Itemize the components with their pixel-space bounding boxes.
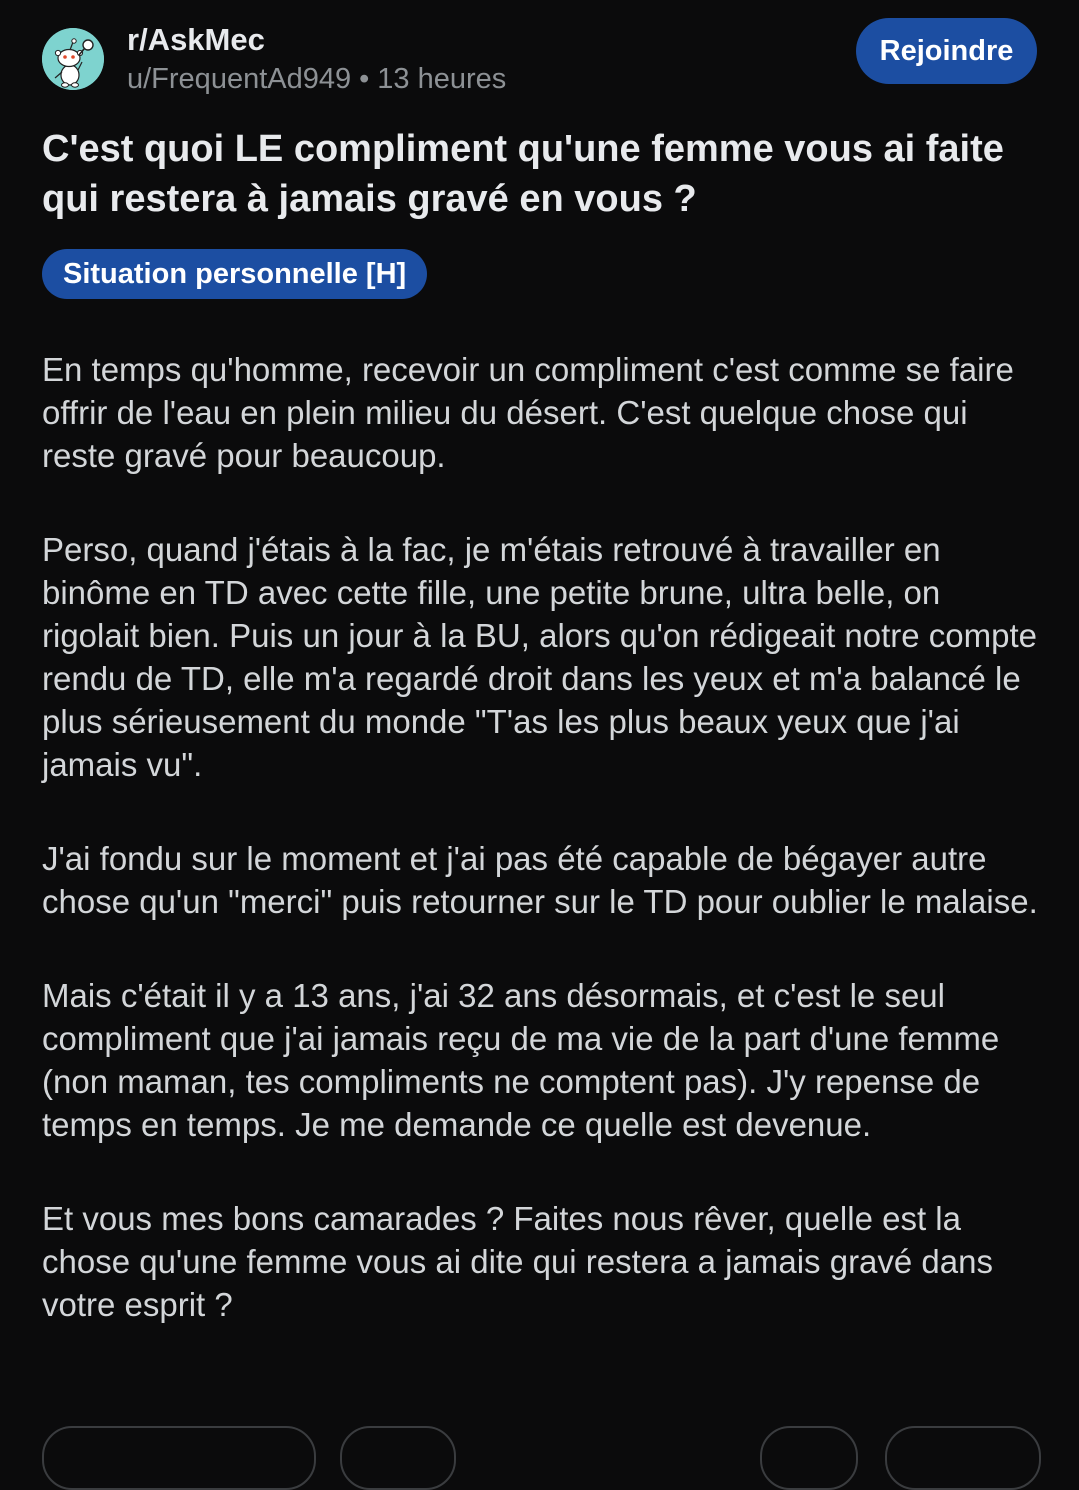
author-name[interactable]: u/FrequentAd949 <box>127 63 352 95</box>
post-paragraph: En temps qu'homme, recevoir un compliment c'est comme se faire offrir de l'eau en plein milieu du désert. C'est quelque chose qui reste gravé pour beaucoup. <box>42 351 1014 474</box>
post-paragraph: J'ai fondu sur le moment et j'ai pas été capable de bégayer autre chose qu'un "merci" puis retourner sur le TD pour oublier le malaise. <box>42 840 1038 920</box>
snoo-icon <box>42 28 104 90</box>
subreddit-name[interactable]: r/AskMec <box>127 22 265 57</box>
post-body <box>42 348 1042 1377</box>
post-meta <box>127 62 506 96</box>
award-button[interactable] <box>760 1426 858 1490</box>
subreddit-avatar-icon[interactable] <box>42 28 104 90</box>
join-button[interactable]: Rejoindre <box>856 18 1037 84</box>
post-action-bar <box>0 1420 1079 1460</box>
meta-separator: • <box>359 63 370 95</box>
post-flair[interactable]: Situation personnelle [H] <box>42 249 427 299</box>
post-paragraph: Perso, quand j'étais à la fac, je m'étais retrouvé à travailler en binôme en TD avec cette fille, une petite brune, ultra belle, on rigolait bien. Puis un jour à la BU, alors qu'on rédigeait notre compte rendu de TD, elle m'a regardé droit dans les yeux et m'a balancé le plus sérieusement du monde "T'as les plus beaux yeux que j'ai jamais vu". <box>42 531 1038 783</box>
post-paragraph: Et vous mes bons camarades ? Faites nous rêver, quelle est la chose qu'une femme vous ai dite qui restera a jamais gravé dans votre esprit ? <box>42 1200 993 1323</box>
vote-button[interactable] <box>42 1426 316 1490</box>
post-title: C'est quoi LE compliment qu'une femme vous ai faite qui restera à jamais gravé en vous ? <box>42 128 1004 220</box>
comments-button[interactable] <box>340 1426 456 1490</box>
share-button[interactable] <box>885 1426 1041 1490</box>
post-time: 13 heures <box>377 63 507 95</box>
post-paragraph: Mais c'était il y a 13 ans, j'ai 32 ans désormais, et c'est le seul compliment que j'ai jamais reçu de ma vie de la part d'une femme (non maman, tes compliments ne comptent pas). J'y repense de temps en temps. Je me demande ce quelle est devenue. <box>42 977 1000 1143</box>
post-header <box>42 22 1037 95</box>
